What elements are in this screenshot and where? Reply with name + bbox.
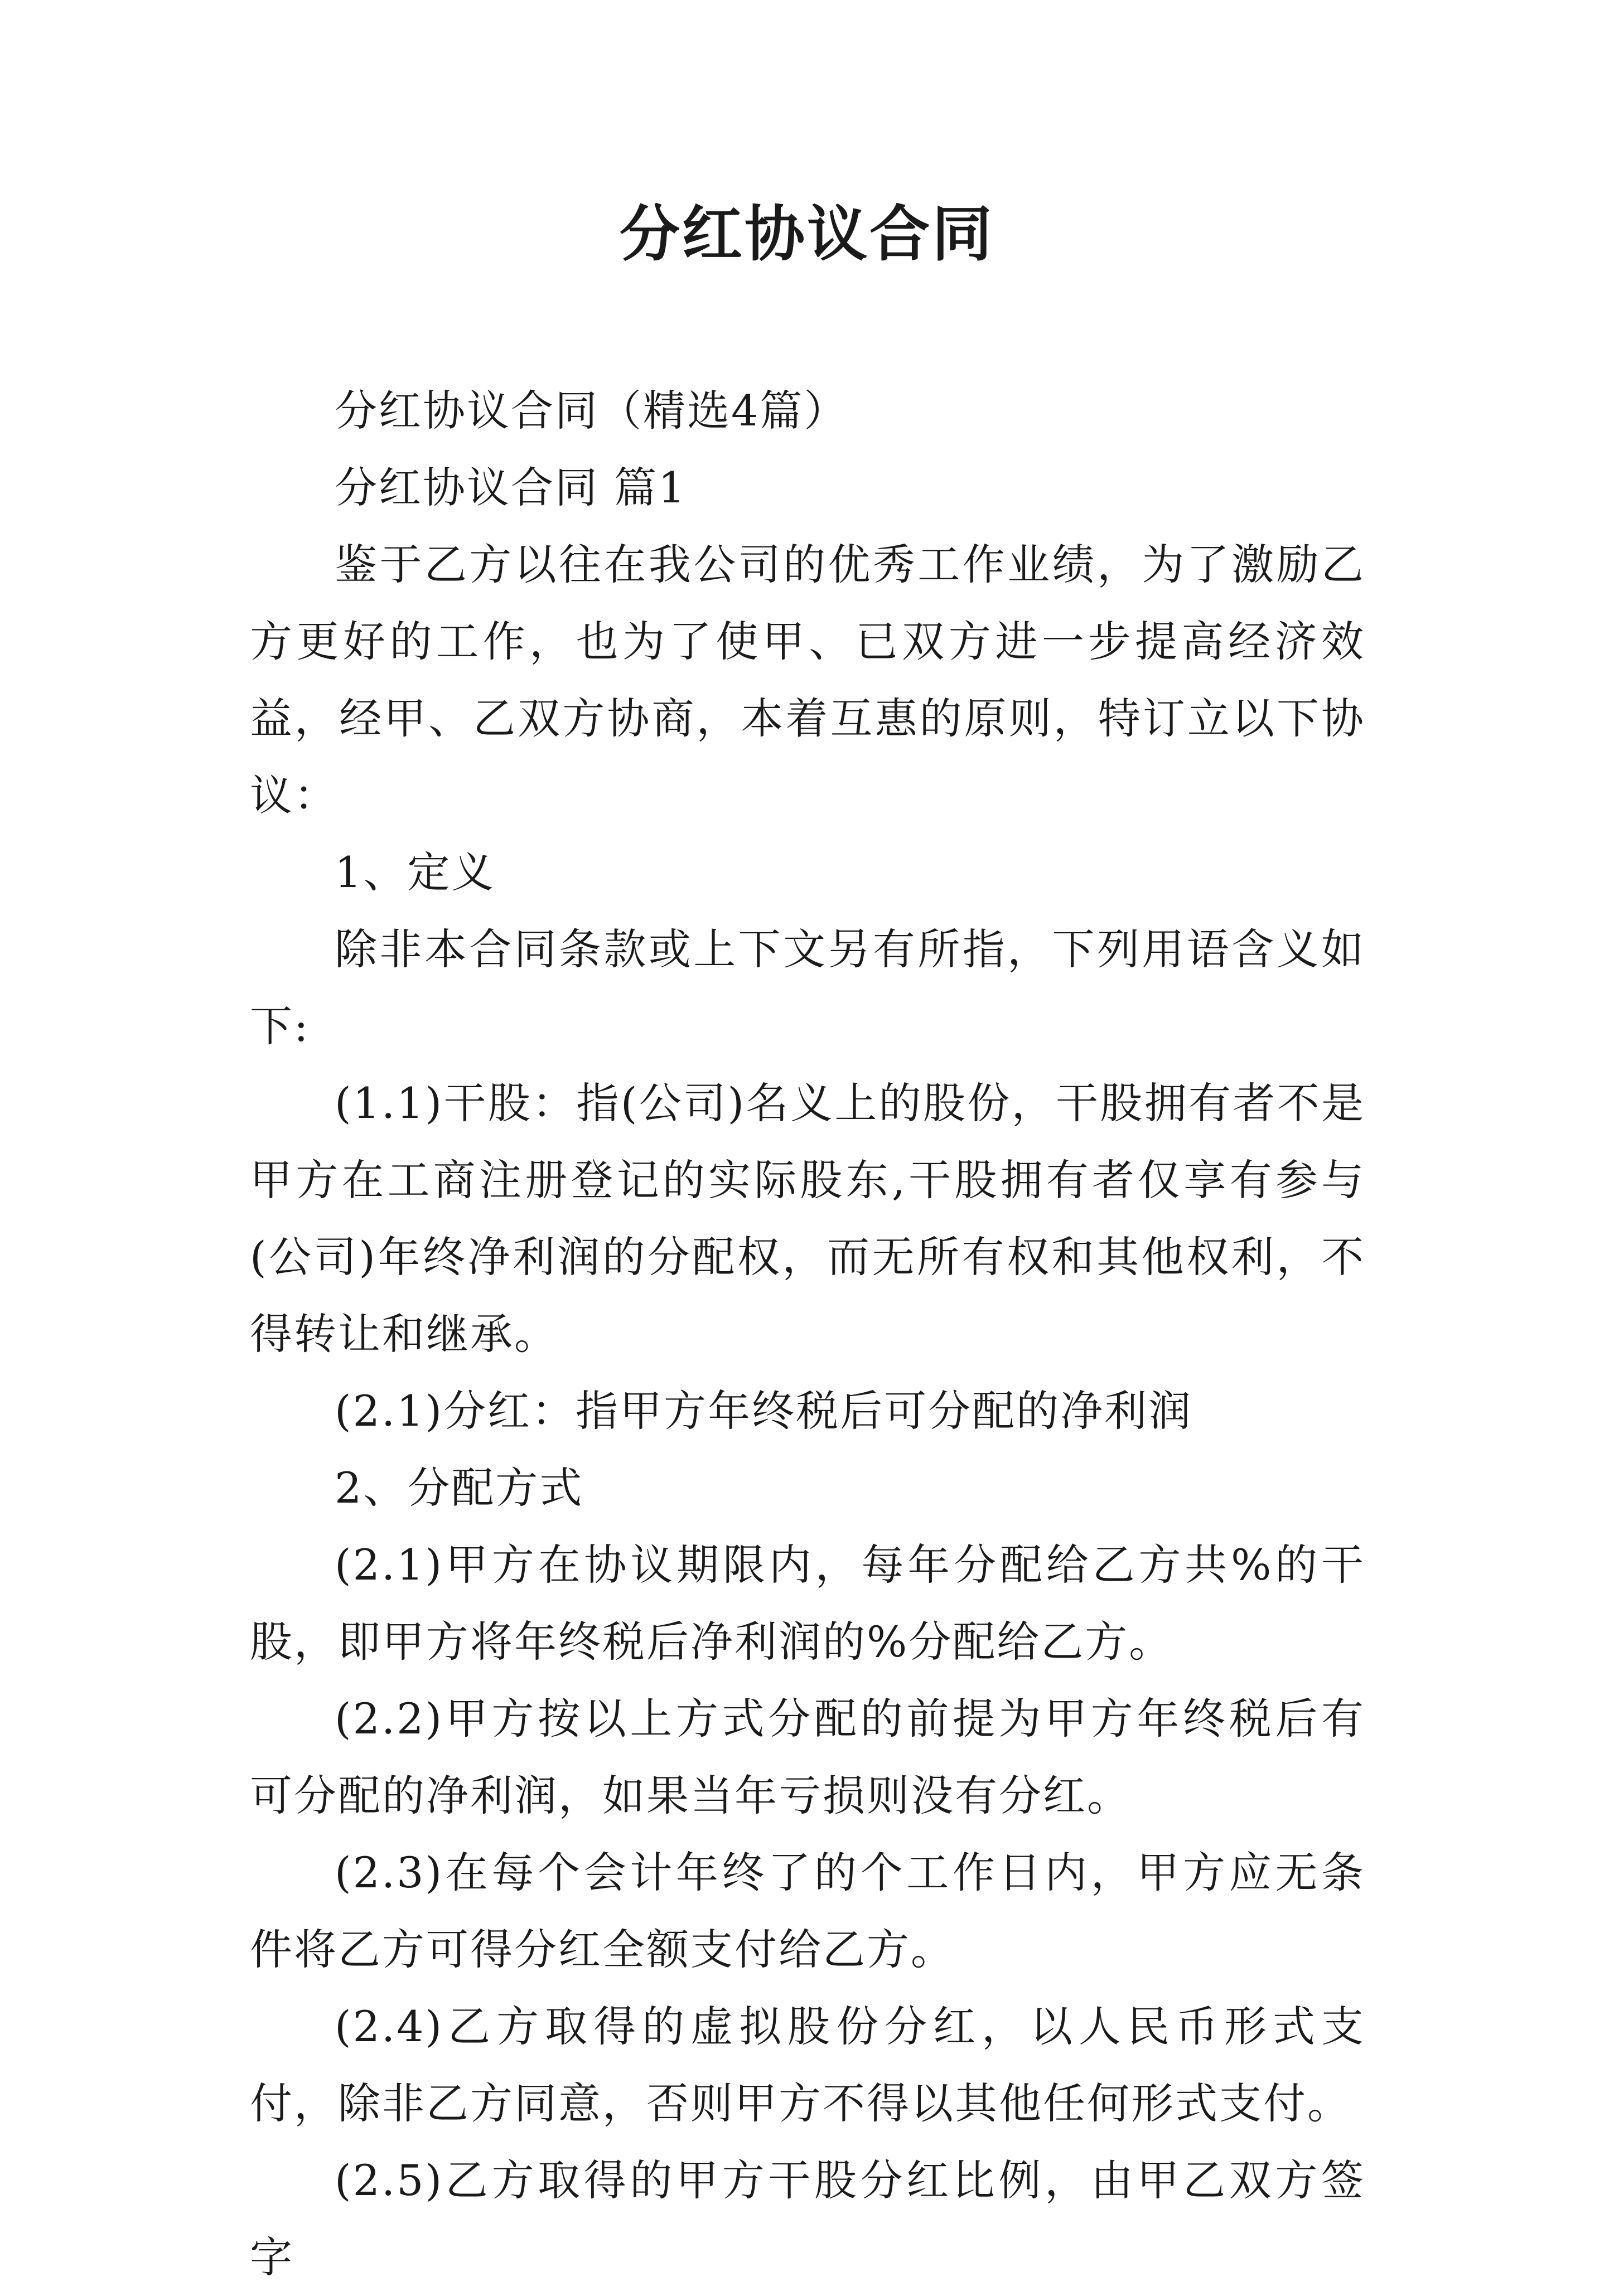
paragraph-subtitle: 分红协议合同（精选4篇） (335, 386, 848, 435)
paragraph-clause-2-5: (2.5)乙方取得的甲方干股分红比例，由甲乙双方签字 (250, 2155, 1365, 2282)
paragraph-preamble: 鉴于乙方以往在我公司的优秀工作业绩，为了激励乙方更好的工作，也为了使甲、已双方进一步提高经济效益，经甲、乙双方协商，本着互惠的原则，特订立以下协议： (250, 540, 1365, 820)
paragraph-clause-2-1: (2.1)甲方在协议期限内，每年分配给乙方共%的干股，即甲方将年终税后净利润的%分配给乙方。 (250, 1540, 1365, 1667)
paragraph-clause-2-2: (2.2)甲方按以上方式分配的前提为甲方年终税后有可分配的净利润，如果当年亏损则没有分红。 (250, 1694, 1365, 1820)
paragraph-definitions-intro: 除非本合同条款或上下文另有所指，下列用语含义如下: (250, 924, 1365, 1051)
document-body (250, 372, 1365, 2296)
document-title: 分红协议合同 (619, 199, 994, 269)
paragraph-heading-distribution: 2、分配方式 (335, 1463, 584, 1513)
paragraph-clause-2-3: (2.3)在每个会计年终了的个工作日内，甲方应无条件将乙方可得分红全额支付给乙方。 (250, 1848, 1365, 1974)
paragraph-section-heading: 分红协议合同 篇1 (335, 463, 687, 512)
paragraph-heading-definitions: 1、定义 (335, 847, 496, 897)
paragraph-clause-2-4: (2.4)乙方取得的虚拟股份分红，以人民币形式支付，除非乙方同意，否则甲方不得以其他任何形式支付。 (250, 2002, 1365, 2128)
paragraph-clause-2-1-definition: (2.1)分红：指甲方年终税后可分配的净利润 (335, 1386, 1193, 1436)
paragraph-clause-1-1: (1.1)干股：指(公司)名义上的股份，干股拥有者不是甲方在工商注册登记的实际股东,干股拥有者仅享有参与(公司)年终净利润的分配权，而无所有权和其他权利，不得转让和继承。 (250, 1078, 1365, 1359)
